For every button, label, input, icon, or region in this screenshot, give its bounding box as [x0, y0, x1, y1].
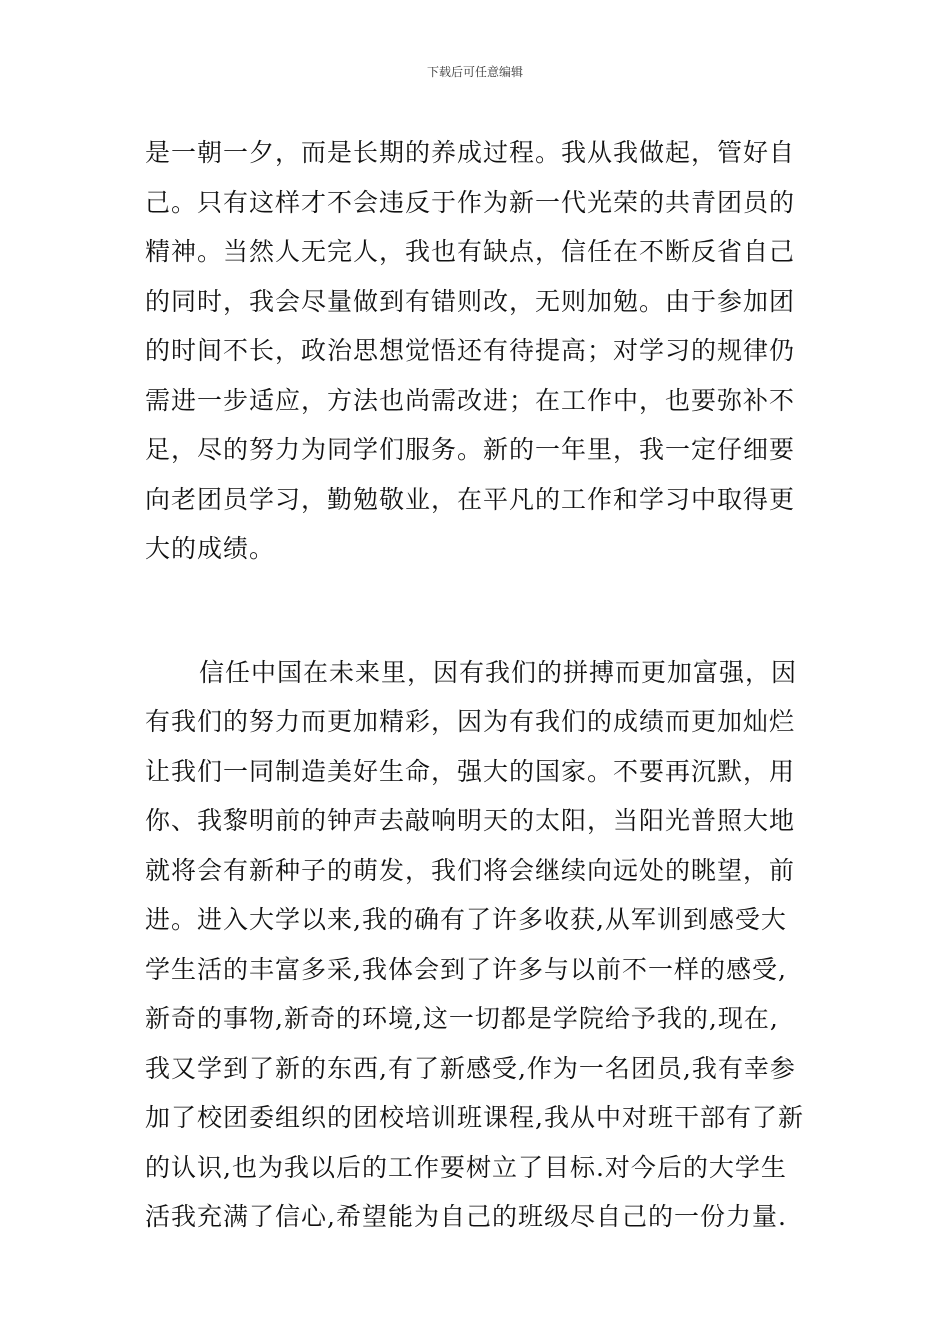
- text-line: 是一朝一夕，而是长期的养成过程。我从我做起，管好自: [145, 138, 796, 167]
- text-line: 向老团员学习，勤勉敬业，在平凡的工作和学习中取得更: [145, 484, 796, 514]
- paragraph-1: [145, 128, 810, 574]
- text-line: 活我充满了信心,希望能为自己的班级尽自己的一份力量.: [145, 1202, 787, 1231]
- text-line: 己。只有这样才不会违反于作为新一代光荣的共青团员的: [145, 187, 796, 217]
- text-line: 的同时，我会尽量做到有错则改，无则加勉。由于参加团: [145, 286, 796, 316]
- page-header: 下载后可任意编辑: [426, 65, 523, 79]
- text-line: 的时间不长，政治思想觉悟还有待提高；对学习的规律仍: [145, 336, 796, 365]
- text-line-indented: 信任中国在未来里，因有我们的拼搏而更加富强，因: [199, 657, 798, 687]
- text-line: 你、我黎明前的钟声去敲响明天的太阳，当阳光普照大地: [145, 806, 796, 835]
- text-line: 足，尽的努力为同学们服务。新的一年里，我一定仔细要: [145, 435, 796, 464]
- text-line: 大的成绩。: [145, 534, 276, 563]
- text-line: 精神。当然人无完人，我也有缺点，信任在不断反省自己: [145, 237, 796, 266]
- document-body: [145, 128, 810, 1242]
- text-line: 有我们的努力而更加精彩，因为有我们的成绩而更加灿烂: [145, 707, 796, 736]
- text-line: 新奇的事物,新奇的环境,这一切都是学院给予我的,现在,: [145, 1004, 779, 1033]
- text-line: 让我们一同制造美好生命，强大的国家。不要再沉默，用: [145, 756, 796, 786]
- text-line: 进。进入大学以来,我的确有了许多收获,从军训到感受大: [145, 905, 787, 934]
- text-line: 我又学到了新的东西,有了新感受,作为一名团员,我有幸参: [145, 1053, 796, 1083]
- text-line: 学生活的丰富多采,我体会到了许多与以前不一样的感受,: [145, 954, 787, 984]
- text-line: 就将会有新种子的萌发，我们将会继续向远处的眺望，前: [145, 855, 796, 885]
- paragraph-2: [145, 648, 810, 1242]
- paragraph-spacer: [145, 574, 810, 648]
- text-line: 加了校团委组织的团校培训班课程,我从中对班干部有了新: [145, 1103, 804, 1132]
- text-line: 需进一步适应，方法也尚需改进；在工作中，也要弥补不: [145, 385, 796, 415]
- text-line: 的认识,也为我以后的工作要树立了目标.对今后的大学生: [145, 1152, 787, 1182]
